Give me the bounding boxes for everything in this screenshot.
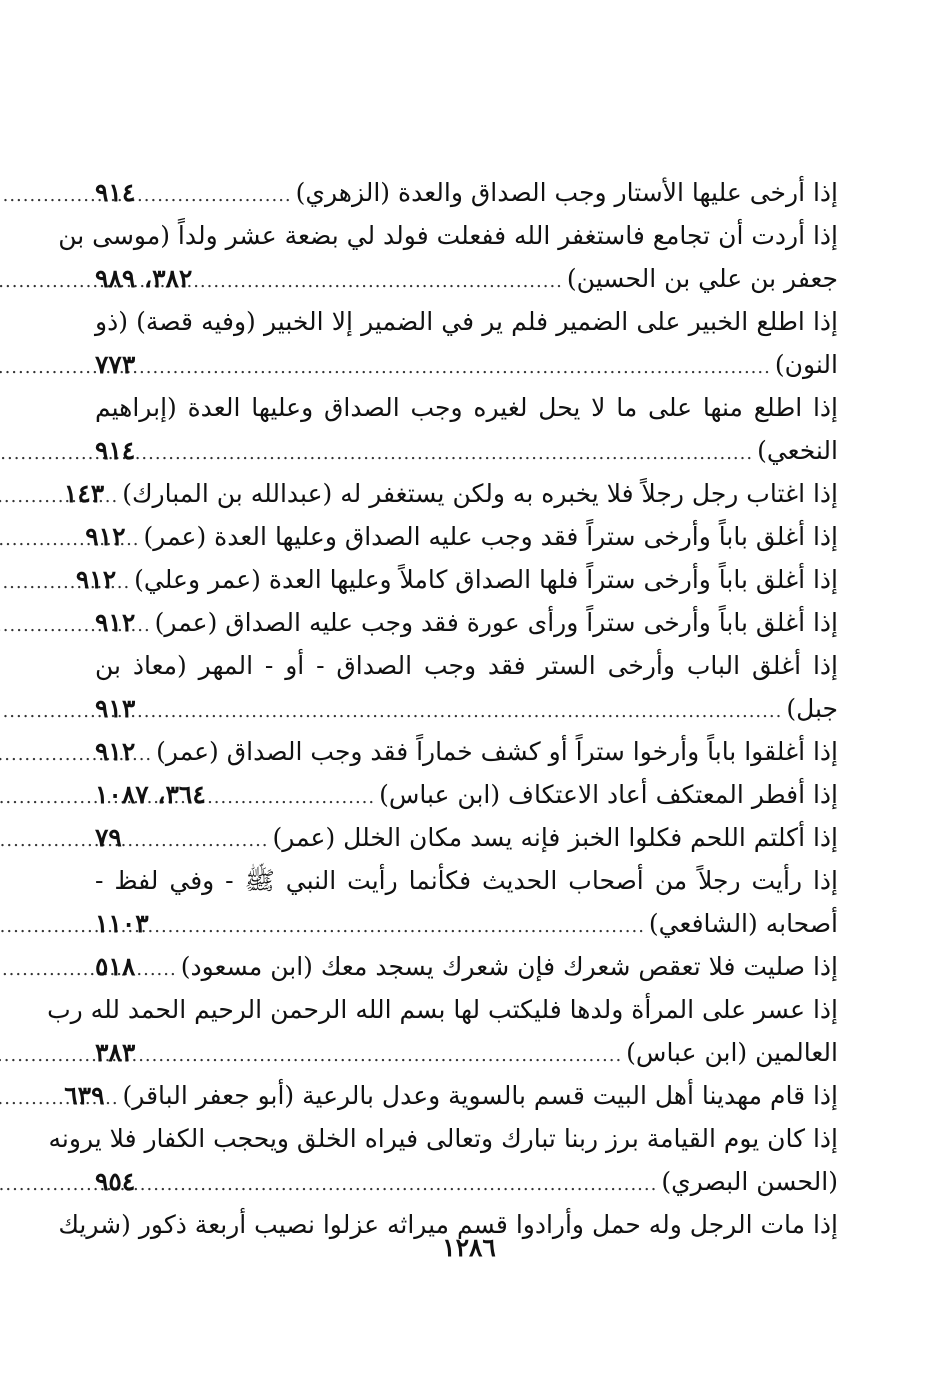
entry-text: إذا قام مهدينا أهل البيت قسم بالسوية وعدل بالرعية (أبو جعفر الباقر) [122,1081,838,1110]
entry-line [95,859,838,902]
index-entry [95,773,838,816]
entry-line [95,816,838,859]
entry-line [95,601,838,644]
page-ref: ٩١٢ [75,565,117,594]
page-ref: ٧٩ [95,823,122,852]
index-entry [64,1074,838,1117]
leader-dots [210,776,375,819]
entry-text: إذا أرخى عليها الأستار وجب الصداق والعدة (الزهري) [295,178,838,207]
entry-text: إذا كان يوم القيامة برز ربنا تبارك وتعالى فيراه الخلق ويحجب الكفار فلا يرونه [48,1124,838,1153]
entry-text: إذا أفطر المعتكف أعاد الاعتكاف (ابن عباس) [379,780,838,809]
entry-text: إذا صليت فلا تعقص شعرك فإن شعرك يسجد معك (ابن مسعود) [180,952,838,981]
leader-dots [196,260,563,303]
entry-line [95,429,838,472]
index-entry [95,171,838,214]
page-ref: ١٤٣ [63,479,105,508]
leader-dots [153,905,645,948]
entry-text: إذا أردت أن تجامع فاستغفر الله ففعلت فولد لي بضعة عشر ولداً (موسى بن [58,221,838,250]
entry-text: إذا أغلق باباً وأرخى ستراً فقد وجب عليه الصداق وعليها العدة (عمر) [143,522,838,551]
page-ref: ٩١٤ [95,436,136,465]
entry-line [58,214,838,257]
leader-dots [126,819,269,862]
entry-line [75,558,838,601]
index-entry [95,859,838,945]
entry-line [95,687,838,730]
leader-dots [139,1163,657,1206]
entry-line [95,902,838,945]
entry-text: إذا أكلتم اللحم فكلوا الخبز فإنه يسد مكان الخلل (عمر) [272,823,838,852]
entry-line [95,300,838,343]
entry-line [48,1117,838,1160]
entry-text: جبل) [786,694,838,723]
leader-dots [130,518,140,561]
entry-line [95,257,838,300]
page-ref: ٩١٢ [95,737,136,766]
entry-line [95,1031,838,1074]
leader-dots [139,690,782,733]
page-ref: ٩٥٤ [95,1167,136,1196]
entry-text: إذا أغلق باباً وأرخى ستراً فلها الصداق كاملاً وعليها العدة (عمر وعلي) [134,565,838,594]
entry-line [95,644,838,687]
leader-dots [139,604,150,647]
index-entry [95,816,838,859]
entry-text: جعفر بن علي بن الحسين) [566,264,838,293]
entry-line [47,988,838,1031]
index-entry [95,730,838,773]
index-entry [95,945,838,988]
index-list [47,171,838,1246]
page-ref: ٣٨٣ [95,1038,136,1067]
leader-dots [139,432,753,475]
page-ref: ٩١٤ [95,178,136,207]
index-entry [75,558,838,601]
leader-dots [109,1077,119,1120]
page-ref: ٩١٢ [95,608,136,637]
page-ref: ٩١٢ [85,522,126,551]
entry-line [63,472,838,515]
index-entry [47,988,838,1074]
leader-dots [139,948,176,991]
entry-line [95,1160,838,1203]
entry-text: النون) [774,350,838,379]
index-entry [58,214,838,300]
index-entry [95,601,838,644]
page-number: ١٢٨٦ [442,1233,496,1262]
entry-line [85,515,838,558]
entry-text: إذا أغلق باباً وأرخى ستراً ورأى عورة فقد وجب عليه الصداق (عمر) [154,608,838,637]
page-ref: ٥١٨ [95,952,136,981]
entry-text: إذا اطلع منها على ما لا يحل لغيره وجب الصداق وعليها العدة (إبراهيم [95,393,838,422]
entry-line [95,343,838,386]
entry-text: العالمين (ابن عباس) [626,1038,838,1067]
index-entry [48,1117,838,1203]
page-ref: ٦٣٩ [64,1081,105,1110]
entry-text: إذا أغلقوا باباً وأرخوا ستراً أو كشف خماراً فقد وجب الصداق (عمر) [156,737,838,766]
leader-dots [120,561,130,604]
index-entry [95,644,838,730]
entry-line [95,730,838,773]
index-entry [95,386,838,472]
entry-line [95,386,838,429]
index-entry [63,472,838,515]
entry-text: إذا عسر على المرأة ولدها فليكتب لها بسم الله الرحمن الرحيم الحمد لله رب [47,995,838,1024]
leader-dots [139,346,771,389]
leader-dots [139,1034,622,1077]
entry-line [95,945,838,988]
page-ref: ٧٧٣ [95,350,136,379]
entry-line [95,773,838,816]
entry-text: (الحسن البصري) [661,1167,838,1196]
page-ref: ٣٨٢، ٩٨٩ [95,264,193,293]
page-ref: ٩١٣ [95,694,136,723]
index-entry [95,300,838,386]
index-entry [85,515,838,558]
leader-dots [139,733,152,776]
entry-text: إذا اطلع الخبير على الضمير فلم ير في الضمير إلا الخبير (وفيه قصة) (ذو [95,307,838,336]
entry-text: إذا رأيت رجلاً من أصحاب الحديث فكأنما رأيت النبي ﷺ - وفي لفظ - [95,866,838,895]
entry-text: النخعي) [757,436,838,465]
entry-line [64,1074,838,1117]
leader-dots [139,174,291,217]
entry-text: إذا اغتاب رجل رجلاً فلا يخبره به ولكن يستغفر له (عبدالله بن المبارك) [122,479,838,508]
entry-text: أصحابه (الشافعي) [648,909,838,938]
entry-text: إذا مات الرجل وله حمل وأرادوا قسم ميراثه عزلوا نصيب أربعة ذكور (شريك [58,1210,838,1239]
entry-line [95,171,838,214]
leader-dots [108,475,118,518]
page-ref: ١١٠٣ [95,909,149,938]
entry-text: إذا أغلق الباب وأرخى الستر فقد وجب الصداق - أو - المهر (معاذ بن [95,651,838,680]
page-ref: ٣٦٤، ١٠٨٧ [95,780,206,809]
